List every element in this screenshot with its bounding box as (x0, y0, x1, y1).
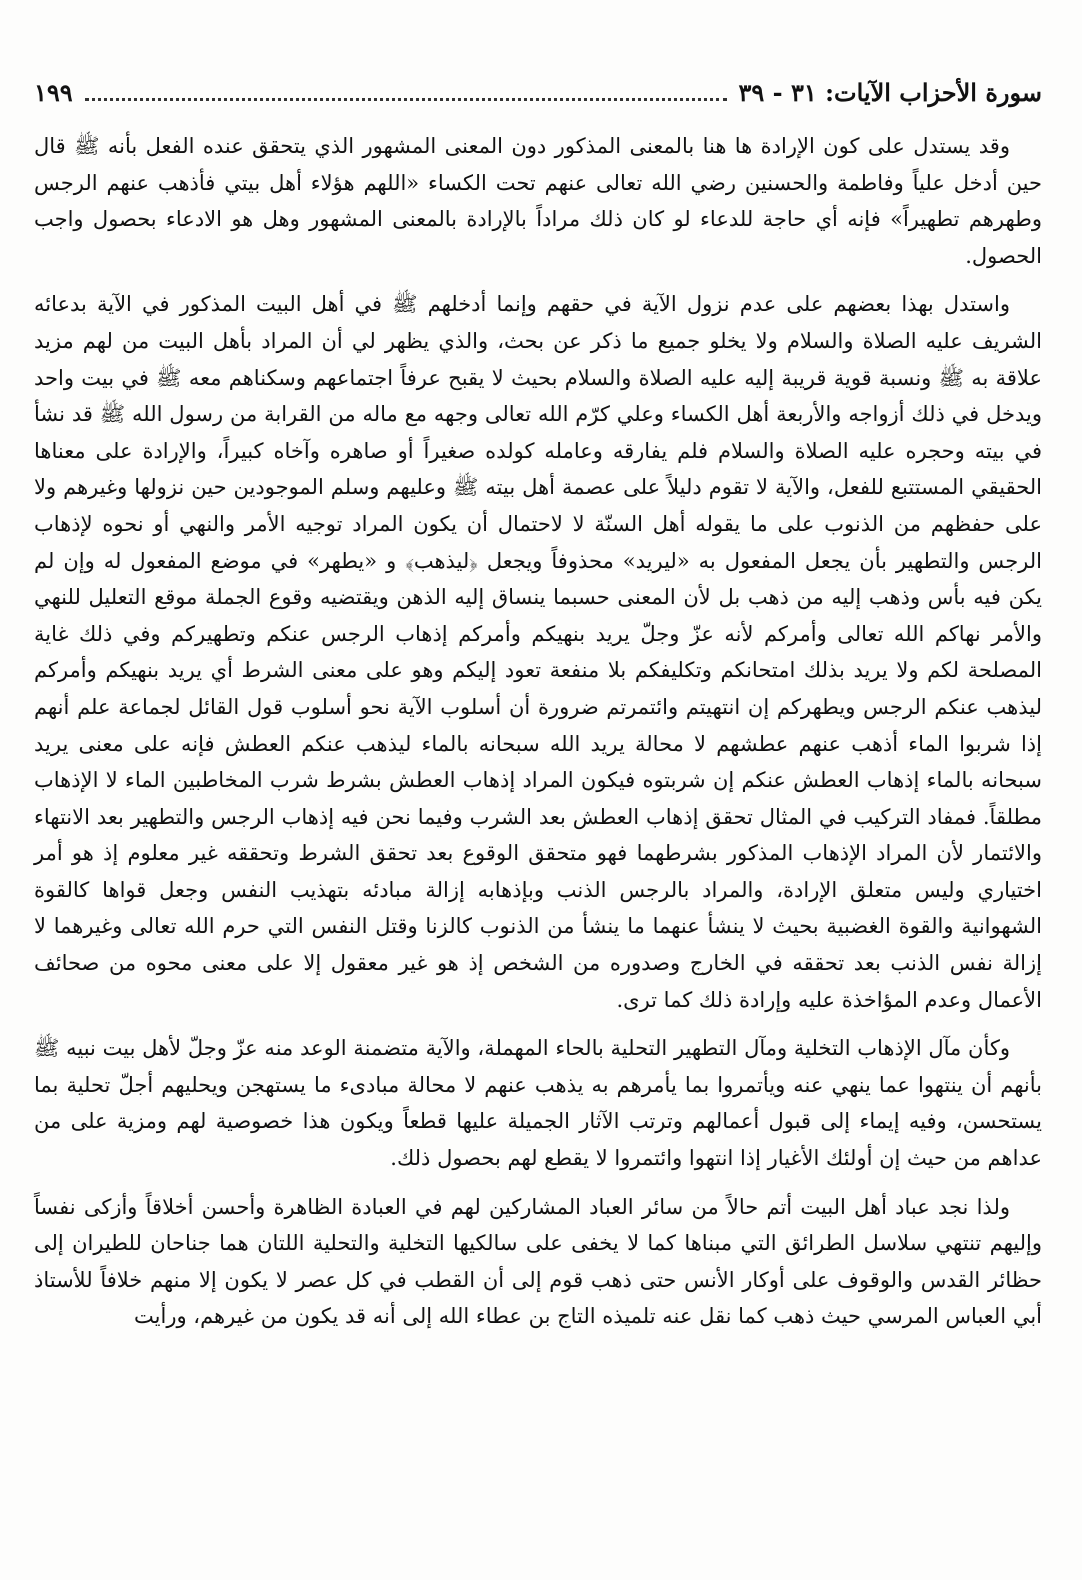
paragraph: واستدل بهذا بعضهم على عدم نزول الآية في حقهم وإنما أدخلهم ﷺ في أهل البيت المذكور في الآية بدعائه الشريف عليه الصلاة والسلام ولا يخلو جميع ما ذكر عن بحث، والذي يظهر لي أن المراد بأهل البيت من لهم مزيد علاقة به ﷺ ونسبة قوية قريبة إليه عليه الصلاة والسلام بحيث لا يقبح عرفاً اجتماعهم وسكناهم معه ﷺ في بيت واحد ويدخل في ذلك أزواجه والأربعة أهل الكساء وعلي كرّم الله تعالى وجهه مع ماله من القرابة من رسول الله ﷺ قد نشأ في بيته وحجره عليه الصلاة والسلام فلم يفارقه وعامله كولده صغيراً أو صاهره وآخاه كبيراً، والإرادة على معناها الحقيقي المستتبع للفعل، والآية لا تقوم دليلاً على عصمة أهل بيته ﷺ وعليهم وسلم الموجودين حين نزولها وغيرهم ولا على حفظهم من الذنوب على ما يقوله أهل السنّة لا لاحتمال أن يكون المراد توجيه الأمر والنهي أو نحوه لإذهاب الرجس والتطهير بأن يجعل المفعول به «ليريد» محذوفاً ويجعل ﴿ليذهب﴾ و «يطهر» في موضع المفعول له وإن لم يكن فيه بأس وذهب إليه من ذهب بل لأن المعنى حسبما ينساق إليه الذهن ويقتضيه وقوع الجملة موقع التعليل للنهي والأمر نهاكم الله تعالى وأمركم لأنه عزّ وجلّ يريد بنهيكم وأمركم إذهاب الرجس عنكم وتطهيركم وفي ذلك غاية المصلحة لكم ولا يريد بذلك امتحانكم وتكليفكم بلا منفعة تعود إليكم وهو على معنى الشرط أي يريد بنهيكم وأمركم ليذهب عنكم الرجس ويطهركم إن انتهيتم وائتمرتم ضرورة أن أسلوب الآية نحو أسلوب قول القائل لجماعة علم أنهم إذا شربوا الماء أذهب عنهم عطشهم لا محالة يريد الله سبحانه بالماء ليذهب عنكم العطش فإنه على معنى يريد سبحانه بالماء إذهاب العطش عنكم إن شربتوه فيكون المراد إذهاب العطش بشرط شرب المخاطبين الماء لا الإذهاب مطلقاً. فمفاد التركيب في المثال تحقق إذهاب العطش بعد الشرب وفيما نحن فيه إذهاب الرجس والتطهير بعد الانتهاء والائتمار لأن المراد الإذهاب المذكور بشرطهما فهو متحقق الوقوع بعد تحقق الشرط وتحققه غير معلوم إذ هو أمر اختياري وليس متعلق الإرادة، والمراد بالرجس الذنب وبإذهابه إزالة مبادئه بتهذيب النفس وجعل قواها كالقوة الشهوانية والقوة الغضبية بحيث لا ينشأ عنهما ما ينشأ من الذنوب كالزنا وقتل النفس التي حرم الله تعالى وغيرهما لا إزالة نفس الذنب بعد تحققه في الخارج وصدوره من الشخص إذ هو غير معقول إلا على معنى محوه من صحائف الأعمال وعدم المؤاخذة عليه وإرادة ذلك كما ترى. (34, 292, 1042, 1012)
page-number: ١٩٩ (34, 78, 73, 107)
chapter-title: سورة الأحزاب الآيات: ٣١ - ٣٩ (738, 78, 1042, 107)
running-header (34, 78, 1042, 112)
paragraph: وقد يستدل على كون الإرادة ها هنا بالمعنى المذكور دون المعنى المشهور الذي يتحقق عنده الفعل بأنه ﷺ قال حين أدخل علياً وفاطمة والحسنين رضي الله تعالى عنهم تحت الكساء «اللهم هؤلاء أهل بيتي فأذهب عنهم الرجس وطهرهم تطهيراً» فإنه أي حاجة للدعاء لو كان ذلك مراداً بالإرادة بالمعنى المشهور وهل هو الادعاء بحصول واجب الحصول. (34, 134, 1042, 268)
dotted-leader (85, 80, 727, 101)
paragraph: وكأن مآل الإذهاب التخلية ومآل التطهير التحلية بالحاء المهملة، والآية متضمنة الوعد منه عزّ وجلّ لأهل بيت نبيه ﷺ بأنهم أن ينتهوا عما ينهي عنه ويأتمروا بما يأمرهم به يذهب عنهم لا محالة مبادىء ما يستهجن ويحليهم أجلّ تحلية بما يستحسن، وفيه إيماء إلى قبول أعمالهم وترتب الآثار الجميلة عليها قطعاً ويكون هذا خصوصية لهم ومزية على من عداهم من حيث إن أولئك الأغيار إذا انتهوا وائتمروا لا يقطع لهم بحصول ذلك. (34, 1036, 1042, 1171)
page-body (34, 128, 1042, 1347)
paragraph: ولذا نجد عباد أهل البيت أتم حالاً من سائر العباد المشاركين لهم في العبادة الظاهرة وأحسن أخلاقاً وأزكى نفساً وإليهم تنتهي سلاسل الطرائق التي مبناها كما لا يخفى على سالكيها التخلية والتحلية اللتان هما جناحان للطيران إلى حظائر القدس والوقوف على أوكار الأنس حتى ذهب قوم إلى أن القطب في كل عصر لا يكون إلا منهم خلافاً للأستاذ أبي العباس المرسي حيث ذهب كما نقل عنه تلميذه التاج بن عطاء الله إلى أنه قد يكون من غيرهم، ورأيت (34, 1194, 1042, 1329)
